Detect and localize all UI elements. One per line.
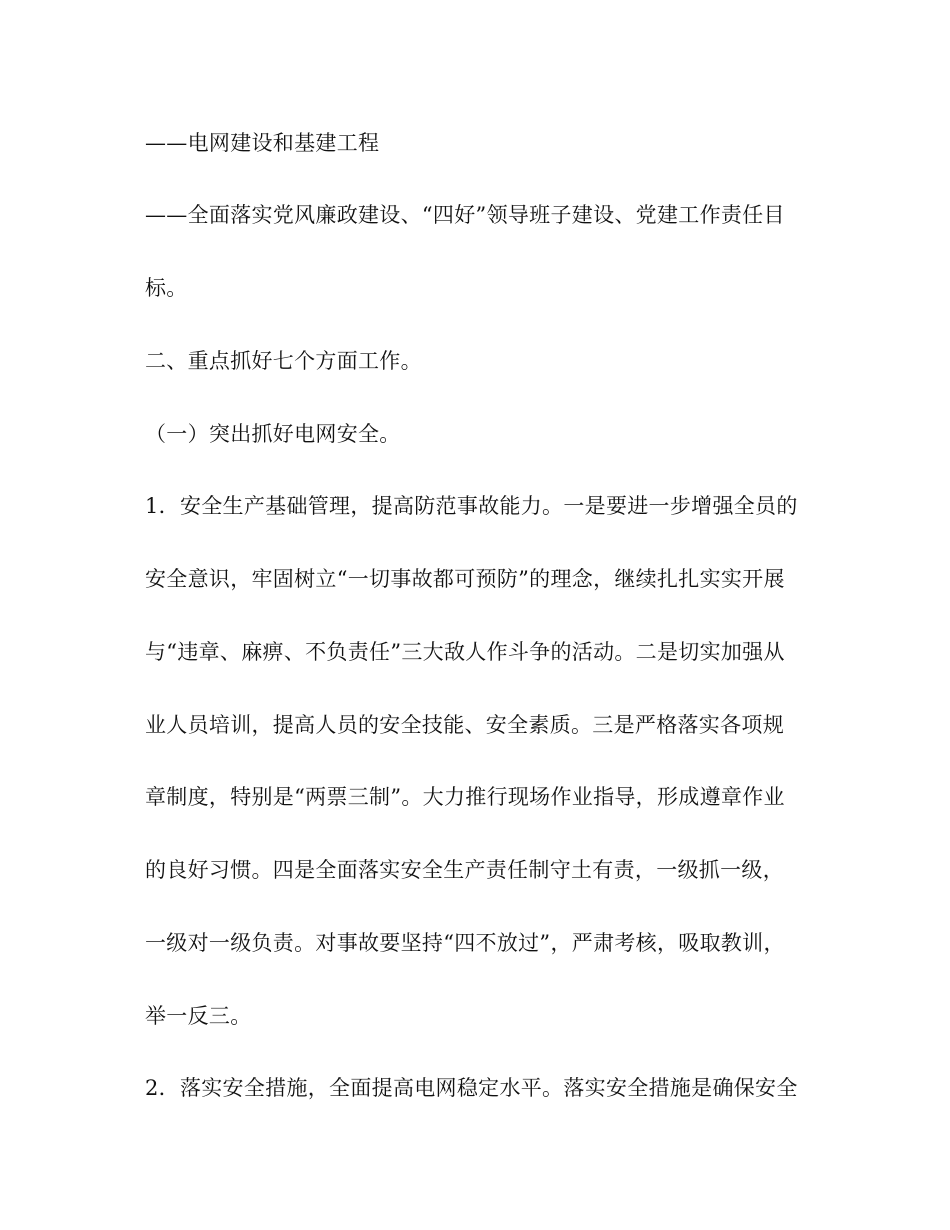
text-line: 2．落实安全措施，全面提高电网稳定水平。落实安全措施是确保安全 bbox=[145, 1076, 798, 1100]
text-line: ——全面落实党风廉政建设、“四好”领导班子建设、党建工作责任目 bbox=[145, 203, 785, 227]
text-line: 业人员培训，提高人员的安全技能、安全素质。三是严格落实各项规 bbox=[145, 713, 784, 737]
text-line: 安全意识，牢固树立“一切事故都可预防”的理念，继续扎扎实实开展 bbox=[145, 567, 785, 591]
text-line: 标。 bbox=[145, 276, 188, 300]
text-line: ——电网建设和基建工程 bbox=[145, 131, 380, 155]
text-line: 与“违章、麻痹、不负责任”三大敌人作斗争的活动。二是切实加强从 bbox=[145, 640, 785, 664]
text-line: 一级对一级负责。对事故要坚持“四不放过”，严肃考核，吸取教训， bbox=[145, 931, 785, 955]
text-line: 章制度，特别是“两票三制”。大力推行现场作业指导，形成遵章作业 bbox=[145, 785, 785, 809]
text-line: 1．安全生产基础管理，提高防范事故能力。一是要进一步增强全员的 bbox=[145, 494, 798, 518]
text-line: 的良好习惯。四是全面落实安全生产责任制守土有责，一级抓一级， bbox=[145, 858, 784, 882]
text-line: 举一反三。 bbox=[145, 1004, 252, 1028]
subsection-heading: （一）突出抓好电网安全。 bbox=[145, 422, 401, 446]
section-heading: 二、重点抓好七个方面工作。 bbox=[145, 349, 422, 373]
